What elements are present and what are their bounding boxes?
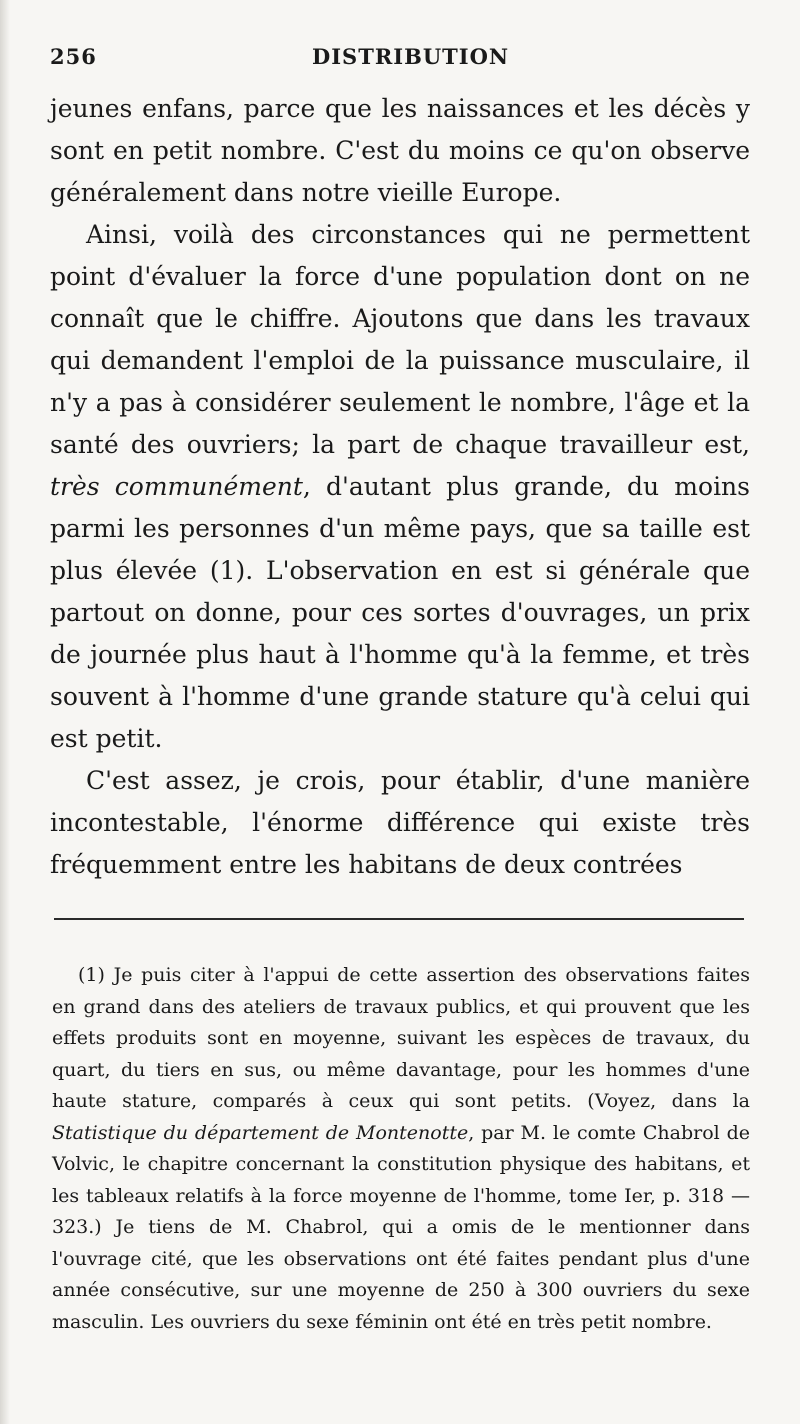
footnote-separator-rule: [54, 918, 744, 920]
footnote-text-part-1: Je puis citer à l'appui de cette assertion des observations faites en grand dans des ateliers de travaux publics, et qui prouvent que les effets produits sont en moyenne, suivant les espèces de travaux, du quart, du tiers en sus, ou même davantage, pour les hommes d'une haute stature, comparés à ceux qui sont petits. (Voyez, dans la: [52, 964, 750, 1112]
main-text: [50, 88, 750, 886]
paragraph-2: [50, 214, 750, 760]
paragraph-2-part-1: Ainsi, voilà des circonstances qui ne permettent point d'évaluer la force d'une population dont on ne connaît que le chiffre. Ajoutons que dans les travaux qui demandent l'emploi de la puissance musculaire, il n'y a pas à considérer seulement le nombre, l'âge et la santé des ouvriers; la part de chaque travailleur est,: [50, 220, 750, 459]
page-number: 256: [50, 44, 97, 69]
paragraph-2-part-2: , d'autant plus grande, du moins parmi les personnes d'un même pays, que sa taille est plus élevée (1). L'observation en est si générale que partout on donne, pour ces sortes d'ouvrages, un prix de journée plus haut à l'homme qu'à la femme, et très souvent à l'homme d'une grande stature qu'à celui qui est petit.: [50, 472, 750, 753]
paragraph-2-italic: très communément: [50, 472, 303, 501]
footnote: [52, 960, 750, 1338]
footnote-paragraph: [52, 960, 750, 1338]
footnote-text-part-2: , par M. le comte Chabrol de Volvic, le chapitre concernant la constitution physique des habitans, et les tableaux relatifs à la force moyenne de l'homme, tome Ier, p. 318 — 323.) Je tiens de M. Chabrol, qui a omis de le mentionner dans l'ouvrage cité, que les observations ont été faites pendant plus d'une année consécutive, sur une moyenne de 250 à 300 ouvriers du sexe masculin. Les ouvriers du sexe féminin ont été en très petit nombre.: [52, 1121, 750, 1333]
page-header: [50, 40, 750, 80]
footnote-italic-title: Statistique du département de Montenotte: [52, 1121, 469, 1144]
paragraph-1: jeunes enfans, parce que les naissances et les décès y sont en petit nombre. C'est du moins ce qu'on observe généralement dans notre vieille Europe.: [50, 94, 750, 207]
footnote-mark: (1): [78, 964, 105, 986]
paragraph-3: C'est assez, je crois, pour établir, d'une manière incontestable, l'énorme différence qui existe très fréquemment entre les habitans de deux contrées: [50, 766, 750, 879]
running-title: DISTRIBUTION: [312, 44, 510, 69]
